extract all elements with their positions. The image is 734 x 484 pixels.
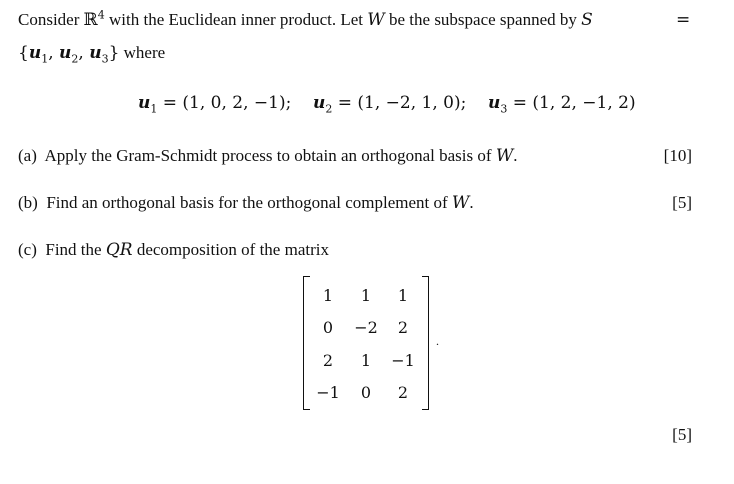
matrix-cell: 1 xyxy=(360,286,372,305)
matrix-cell: 0 xyxy=(360,383,372,402)
part-b: (b) Find an orthogonal basis for the orthogonal complement of W. xyxy=(18,193,474,213)
intro-text-a: Consider xyxy=(18,10,80,29)
matrix-cell: 2 xyxy=(397,318,409,337)
intro-text-b: with the Euclidean inner product. Let xyxy=(109,10,364,29)
part-a-label: (a) xyxy=(18,146,37,165)
part-b-marks: [5] xyxy=(672,193,692,212)
matrix-cell: 1 xyxy=(397,286,409,305)
intro-text-c: be the subspace spanned by xyxy=(389,10,577,29)
vector-u3: $u_3 = (1$, 2, −1, 2) xyxy=(487,93,636,116)
set-S: S xyxy=(581,10,593,30)
matrix-cell: 2 xyxy=(322,351,334,370)
matrix-cell: −1 xyxy=(316,383,340,402)
vector-u2: $u_2 = (1$, −2, 1, 0); xyxy=(312,93,467,116)
part-a-math: W xyxy=(495,146,514,166)
matrix-cell: 1 xyxy=(322,286,334,305)
intro-eq: = xyxy=(676,10,691,30)
matrix-cell: −2 xyxy=(354,318,378,337)
part-c-text-pre: Find the xyxy=(45,240,102,259)
intro-line-2 xyxy=(18,43,166,66)
part-c-marks: [5] xyxy=(672,425,692,444)
matrix-cell: 0 xyxy=(322,318,334,337)
matrix-right-bracket xyxy=(422,276,429,410)
matrix-cell: −1 xyxy=(391,351,415,370)
part-c xyxy=(18,240,329,260)
intro-where: where xyxy=(123,43,166,62)
part-c-text-post: decomposition of the matrix xyxy=(136,240,329,259)
part-c-math: QR xyxy=(105,240,133,260)
vector-definitions xyxy=(138,93,636,116)
matrix-period: . xyxy=(436,334,439,348)
part-b-label: (b) xyxy=(18,193,38,212)
part-b-math: W xyxy=(451,193,470,213)
part-a-marks: [10] xyxy=(663,146,692,165)
matrix xyxy=(303,276,429,408)
part-a: (a) Apply the Gram-Schmidt process to obtain an orthogonal basis of W. xyxy=(18,146,518,166)
intro-line-1 xyxy=(18,10,593,30)
part-c-label: (c) xyxy=(18,240,37,259)
set-expression: {$u_1$, $u_2$, $u_3$} xyxy=(18,43,120,66)
part-b-text: Find an orthogonal basis for the orthogonal complement of xyxy=(46,193,448,212)
subspace-W: W xyxy=(367,10,385,30)
matrix-cell: 1 xyxy=(360,351,372,370)
vector-u1: $u_1 = (1$, 0, 2, −1); xyxy=(138,93,292,116)
space-R: ℝ$^4$ xyxy=(83,8,105,30)
part-a-text: Apply the Gram-Schmidt process to obtain an orthogonal basis of xyxy=(44,146,492,165)
matrix-cell: 2 xyxy=(397,383,409,402)
